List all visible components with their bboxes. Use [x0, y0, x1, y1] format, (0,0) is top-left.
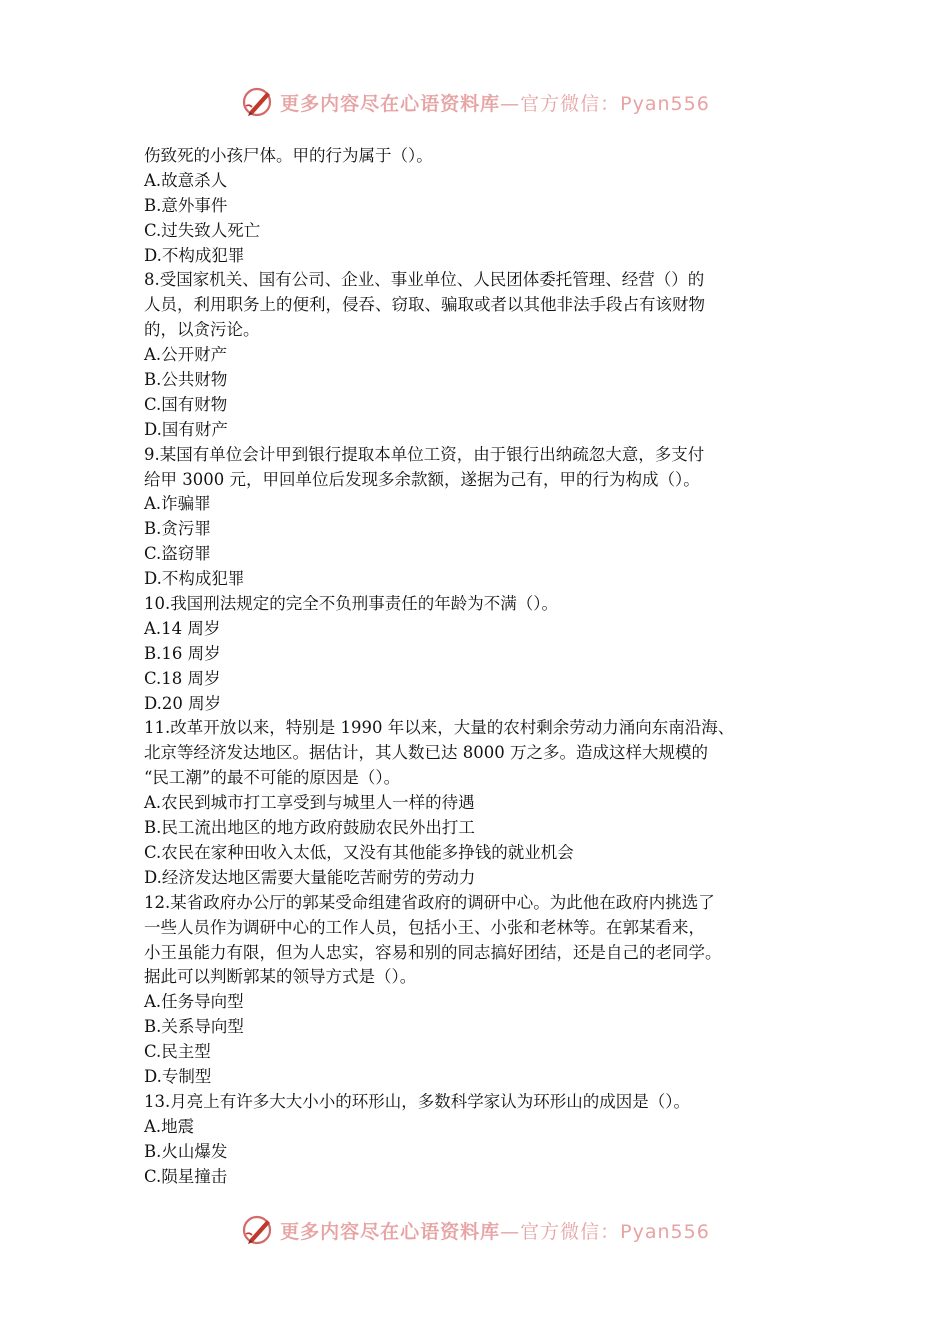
question-text-line: 的，以贪污论。	[144, 320, 260, 340]
option-c: C.18 周岁	[144, 668, 221, 688]
banner-dash: —	[500, 1220, 521, 1243]
document-body	[144, 144, 824, 1189]
option-b: B.16 周岁	[144, 643, 221, 663]
question-9	[144, 443, 824, 592]
question-text-line: 伤致死的小孩尸体。甲的行为属于（）。	[144, 146, 433, 165]
banner-wechat: 官方微信：Pyan556	[520, 1220, 710, 1243]
question-10	[144, 592, 824, 716]
question-text-line: 9.某国有单位会计甲到银行提取本单位工资，由于银行出纳疏忽大意，多支付	[144, 444, 705, 464]
pen-logo-icon	[240, 84, 276, 120]
option-a: A.农民到城市打工享受到与城里人一样的待遇	[144, 793, 475, 813]
option-d: D.20 周岁	[144, 693, 222, 713]
banner-brand: 更多内容尽在心语资料库	[280, 92, 501, 115]
option-b: B.火山爆发	[144, 1141, 228, 1161]
option-d: D.经济发达地区需要大量能吃苦耐劳的劳动力	[144, 867, 476, 887]
option-a: A.公开财产	[144, 345, 228, 365]
pen-logo-icon	[240, 1212, 276, 1248]
question-8	[144, 268, 824, 442]
question-text-line: “民工潮”的最不可能的原因是（）。	[144, 768, 401, 788]
option-b: B.公共财物	[144, 370, 228, 390]
banner-wechat: 官方微信：Pyan556	[520, 92, 710, 115]
question-13	[144, 1090, 824, 1190]
option-d: D.国有财产	[144, 419, 228, 439]
question-text-line: 11.改革开放以来，特别是 1990 年以来，大量的农村剩余劳动力涌向东南沿海、	[144, 718, 735, 738]
option-c: C.盗窃罪	[144, 544, 211, 564]
question-text-line: 给甲 3000 元，甲回单位后发现多余款额，遂据为己有，甲的行为构成（）。	[144, 469, 700, 489]
option-c: C.农民在家种田收入太低，又没有其他能多挣钱的就业机会	[144, 842, 574, 862]
option-a: A.任务导向型	[144, 992, 244, 1012]
question-text-line: 北京等经济发达地区。据估计，其人数已达 8000 万之多。造成这样大规模的	[144, 743, 708, 763]
question-text-line: 10.我国刑法规定的完全不负刑事责任的年龄为不满（）。	[144, 594, 558, 614]
banner-dash: —	[500, 92, 521, 115]
question-12	[144, 891, 824, 1090]
footer-banner	[0, 1208, 950, 1252]
header-banner	[0, 80, 950, 124]
question-text-line: 13.月亮上有许多大大小小的环形山，多数科学家认为环形山的成因是（）。	[144, 1091, 690, 1111]
option-c: C.过失致人死亡	[144, 220, 261, 240]
question-text-line: 据此可以判断郭某的领导方式是（）。	[144, 967, 417, 987]
option-c: C.陨星撞击	[144, 1166, 228, 1186]
option-d: D.不构成犯罪	[144, 245, 245, 265]
question-text-line: 小王虽能力有限，但为人忠实，容易和别的同志搞好团结，还是自己的老同学。	[144, 942, 722, 962]
option-b: B.关系导向型	[144, 1017, 244, 1037]
question-text-line: 人员，利用职务上的便利，侵吞、窃取、骗取或者以其他非法手段占有该财物	[144, 295, 705, 315]
question-7-continued	[144, 144, 824, 268]
question-11	[144, 716, 824, 890]
option-d: D.专制型	[144, 1066, 212, 1086]
option-a: A.地震	[144, 1116, 195, 1136]
option-b: B.民工流出地区的地方政府鼓励农民外出打工	[144, 818, 475, 838]
question-text-line: 一些人员作为调研中心的工作人员，包括小王、小张和老林等。在郭某看来，	[144, 917, 705, 937]
option-b: B.贪污罪	[144, 519, 211, 539]
option-a: A.故意杀人	[144, 170, 228, 190]
option-a: A.诈骗罪	[144, 494, 211, 514]
option-c: C.国有财物	[144, 394, 228, 414]
banner-brand: 更多内容尽在心语资料库	[280, 1220, 501, 1243]
question-text-line: 12.某省政府办公厅的郭某受命组建省政府的调研中心。为此他在政府内挑选了	[144, 892, 715, 912]
option-d: D.不构成犯罪	[144, 569, 245, 589]
question-text-line: 8.受国家机关、国有公司、企业、事业单位、人民团体委托管理、经营（）的	[144, 270, 705, 290]
option-b: B.意外事件	[144, 195, 228, 215]
option-a: A.14 周岁	[144, 618, 221, 638]
option-c: C.民主型	[144, 1042, 211, 1062]
